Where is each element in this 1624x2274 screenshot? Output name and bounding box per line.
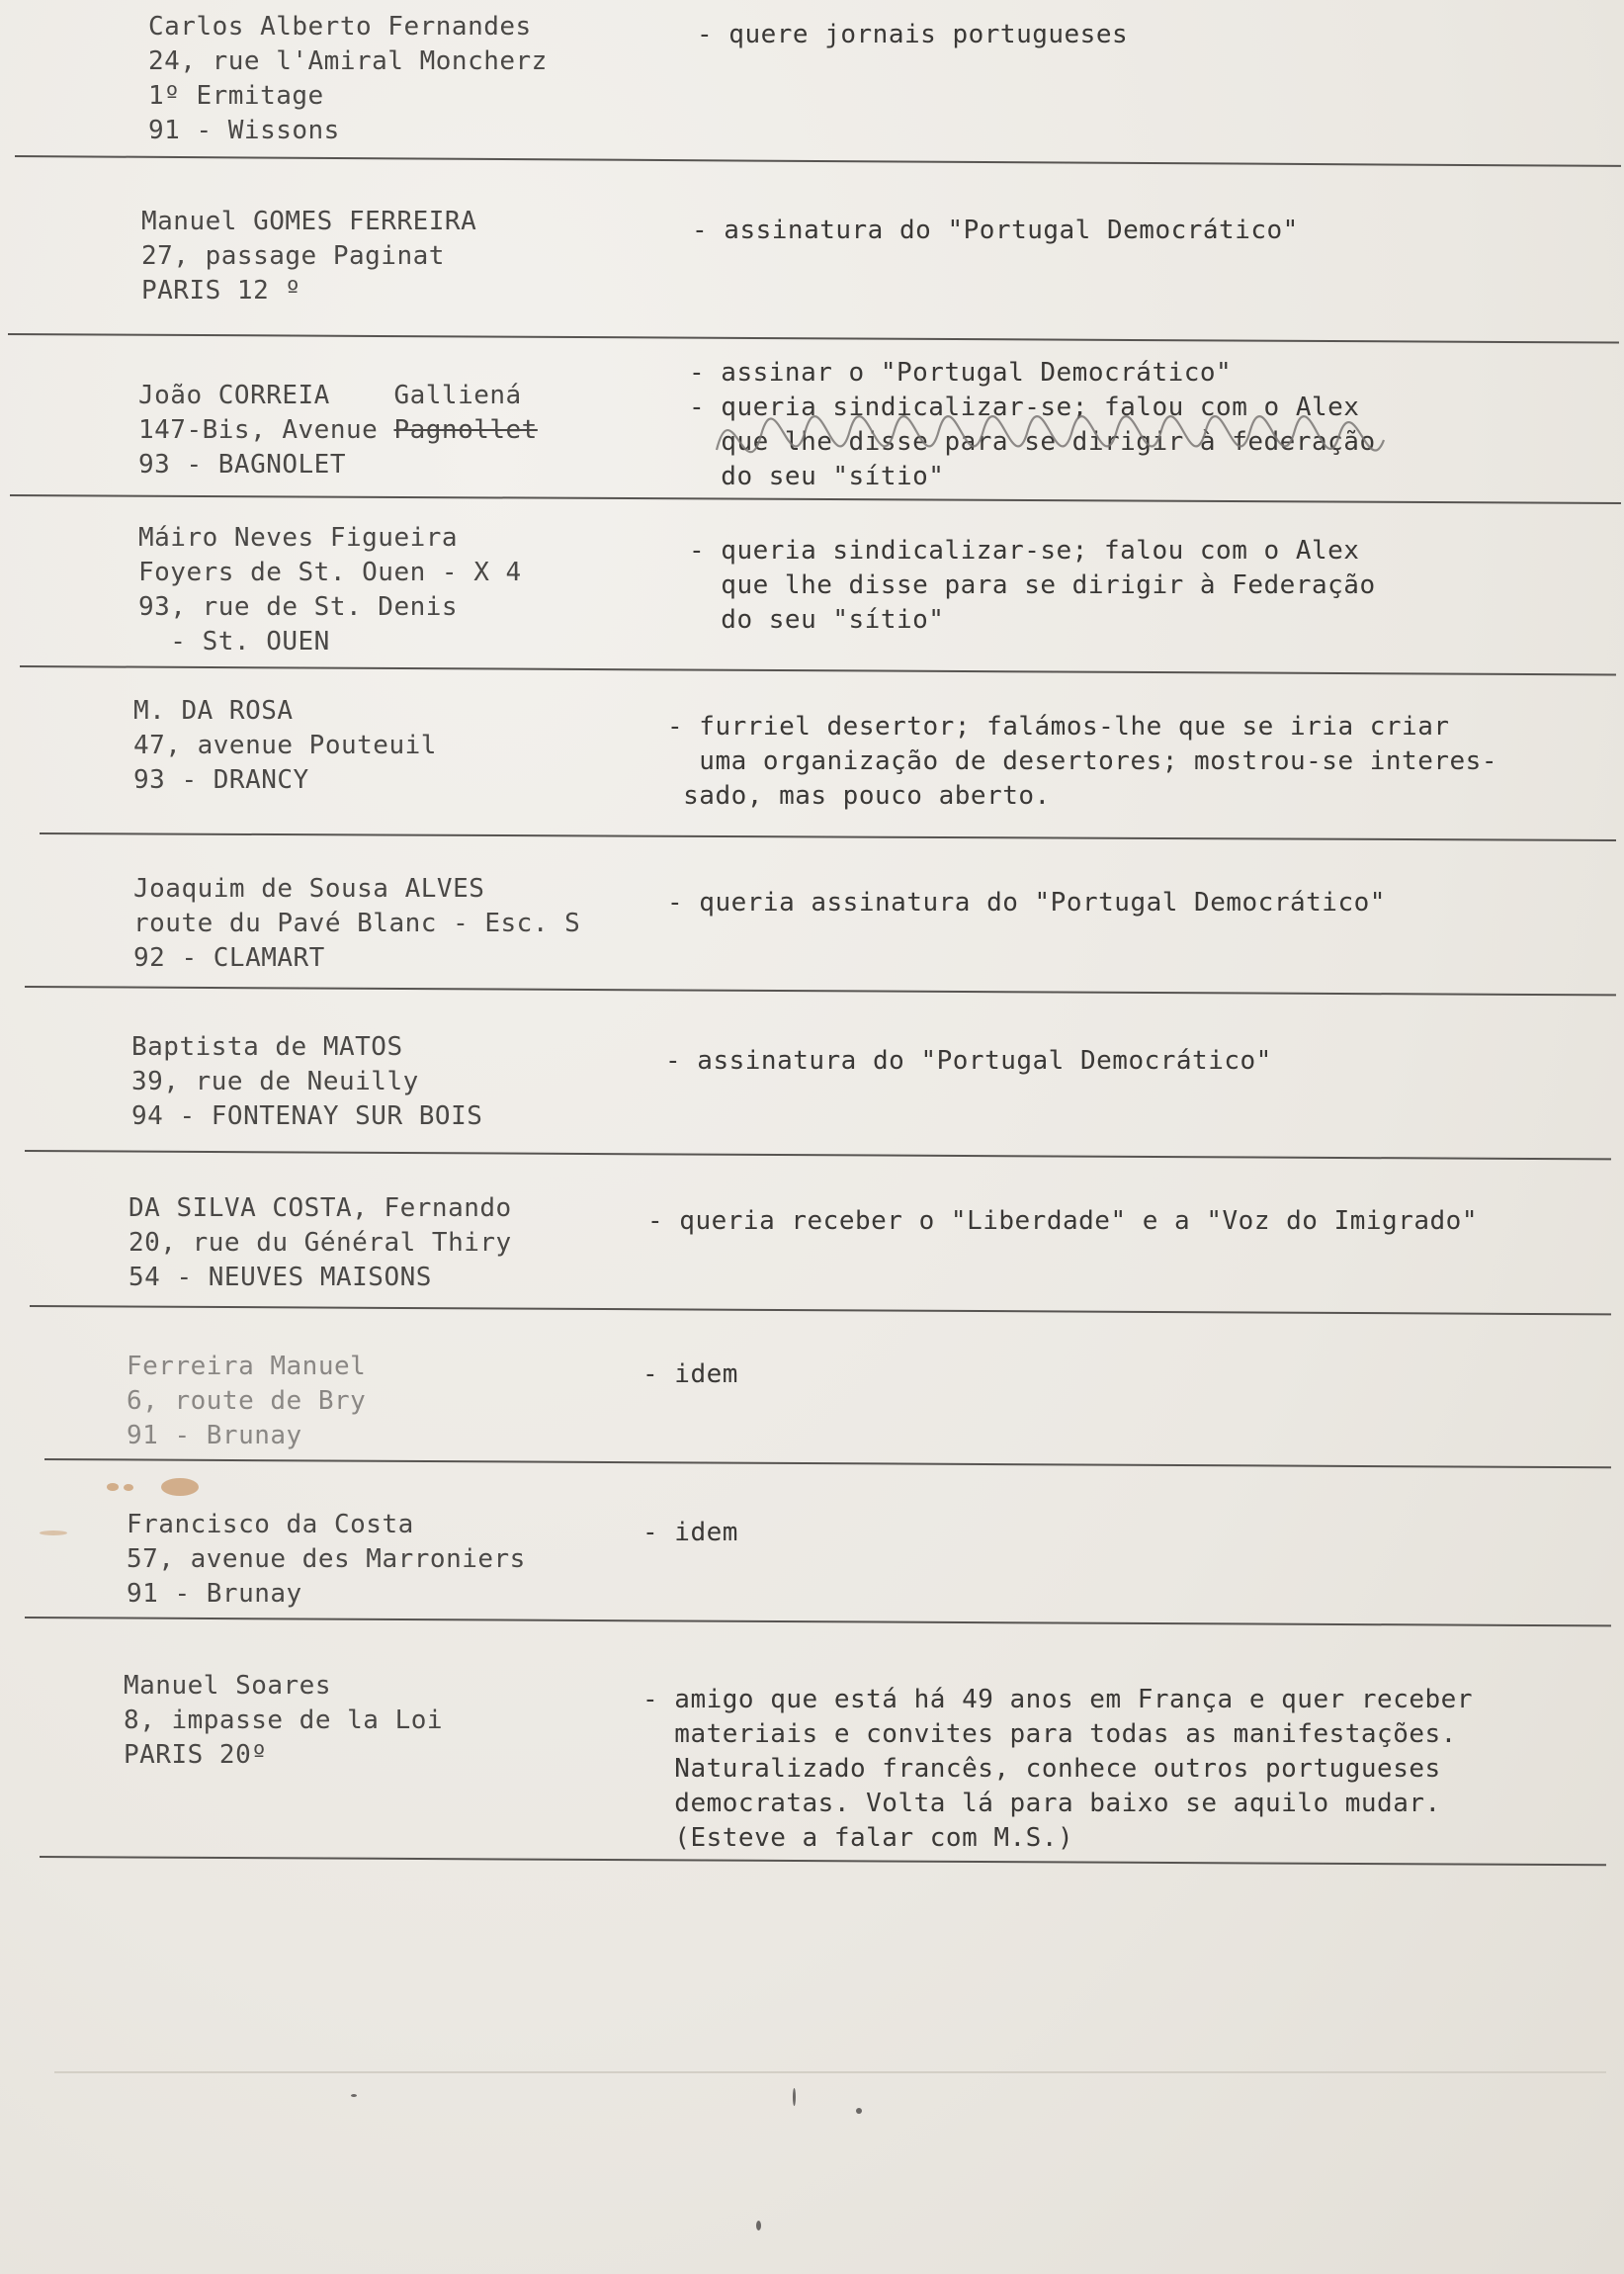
note-line: - idem	[642, 1518, 738, 1547]
note-line: - queria receber o "Liberdade" e a "Voz do Imigrado"	[647, 1206, 1478, 1236]
address-line: 91 - Brunay	[127, 1421, 302, 1450]
address-line: 1º Ermitage	[148, 81, 324, 111]
paper-speck	[351, 2094, 357, 2097]
separator-rule	[8, 333, 1619, 344]
address-line: - St. OUEN	[138, 627, 330, 656]
paper-speck	[756, 2221, 761, 2230]
entry-8-address	[128, 1191, 512, 1295]
address-line: Baptista de MATOS	[131, 1032, 403, 1062]
note-line: - queria assinatura do "Portugal Democrático"	[667, 888, 1386, 918]
address-line: Carlos Alberto Fernandes	[148, 12, 532, 42]
separator-rule	[25, 1617, 1611, 1626]
note-line: que lhe disse para se dirigir à federação	[689, 427, 1376, 457]
entry-6-note	[667, 886, 1386, 920]
note-line: sado, mas pouco aberto.	[667, 781, 1051, 811]
ink-stain	[124, 1484, 133, 1491]
address-line: 8, impasse de la Loi	[124, 1706, 444, 1735]
address-line: Ferreira Manuel	[127, 1352, 367, 1381]
separator-rule	[30, 1305, 1611, 1315]
note-line: materiais e convites para todas as manifestações.	[642, 1719, 1457, 1749]
address-line: PARIS 20º	[124, 1740, 268, 1770]
address-line: 93 - DRANCY	[133, 765, 309, 795]
address-line: João CORREIA Galliená	[138, 381, 522, 410]
ink-stain	[40, 1531, 67, 1535]
address-line: 94 - FONTENAY SUR BOIS	[131, 1101, 483, 1131]
address-line: 24, rue l'Amiral Moncherz	[148, 46, 548, 76]
ink-stain	[161, 1478, 199, 1496]
entry-4-note	[689, 534, 1376, 638]
entry-5-address	[133, 694, 437, 798]
address-line: Máiro Neves Figueira	[138, 523, 459, 553]
separator-rule	[40, 832, 1616, 841]
separator-rule	[15, 155, 1621, 167]
separator-rule	[25, 986, 1616, 996]
sheet-edge	[54, 2071, 1606, 2073]
note-line: - assinatura do "Portugal Democrático"	[665, 1046, 1272, 1076]
entry-2-address	[141, 205, 476, 308]
address-line: 57, avenue des Marroniers	[127, 1544, 526, 1574]
entry-1-address	[148, 10, 548, 148]
note-line: - idem	[642, 1359, 738, 1389]
struck-word: Pagnollet	[393, 415, 538, 445]
address-line: PARIS 12 º	[141, 276, 301, 306]
separator-rule	[40, 1856, 1606, 1866]
address-line: 47, avenue Pouteuil	[133, 731, 437, 760]
address-line: 93, rue de St. Denis	[138, 592, 459, 622]
address-line: 93 - BAGNOLET	[138, 450, 346, 480]
address-line: Foyers de St. Ouen - X 4	[138, 558, 522, 587]
note-line: Naturalizado francês, conhece outros portugueses	[642, 1754, 1441, 1784]
address-line: 91 - Brunay	[127, 1579, 302, 1609]
ink-stain	[107, 1483, 119, 1491]
note-line: - assinar o "Portugal Democrático"	[689, 358, 1233, 388]
note-line: democratas. Volta lá para baixo se aquilo mudar.	[642, 1789, 1441, 1818]
entry-9-note	[642, 1357, 738, 1392]
entry-1-note	[697, 18, 1128, 52]
address-line: 91 - Wissons	[148, 116, 340, 145]
address-line: 27, passage Paginat	[141, 241, 445, 271]
entry-4-address	[138, 521, 522, 659]
entry-11-address	[124, 1669, 443, 1773]
entry-7-address	[131, 1030, 482, 1134]
address-line: M. DA ROSA	[133, 696, 294, 726]
note-line: uma organização de desertores; mostrou-se interes-	[667, 746, 1497, 776]
scribble-cross-out	[712, 381, 1394, 489]
entry-7-note	[665, 1044, 1272, 1079]
separator-rule	[25, 1150, 1611, 1160]
separator-rule	[44, 1458, 1611, 1468]
address-line: 6, route de Bry	[127, 1386, 367, 1416]
address-line: 54 - NEUVES MAISONS	[128, 1263, 432, 1292]
entry-11-note	[642, 1683, 1473, 1856]
note-line: - amigo que está há 49 anos em França e quer receber	[642, 1685, 1473, 1714]
entry-9-address	[127, 1350, 366, 1453]
note-line: - quere jornais portugueses	[697, 20, 1129, 49]
entry-3-address	[138, 379, 538, 482]
note-line: - assinatura do "Portugal Democrático"	[692, 216, 1299, 245]
address-line: 39, rue de Neuilly	[131, 1067, 419, 1096]
address-line: route du Pavé Blanc - Esc. S	[133, 909, 581, 938]
note-line: - queria sindicalizar-se; falou com o Alex	[689, 536, 1360, 566]
address-line: Francisco da Costa	[127, 1510, 414, 1539]
address-line: Manuel GOMES FERREIRA	[141, 207, 477, 236]
address-line: DA SILVA COSTA, Fernando	[128, 1193, 512, 1223]
entry-5-note	[667, 710, 1497, 814]
paper-speck	[793, 2088, 796, 2106]
note-line: do seu "sítio"	[689, 605, 945, 635]
note-line: do seu "sítio"	[689, 462, 945, 491]
note-line: (Esteve a falar com M.S.)	[642, 1823, 1074, 1853]
separator-rule	[10, 494, 1621, 504]
address-line: 147-Bis, Avenue	[138, 415, 394, 445]
entry-2-note	[692, 214, 1299, 248]
address-line: Manuel Soares	[124, 1671, 331, 1701]
address-line: 20, rue du Général Thiry	[128, 1228, 512, 1258]
note-line: - furriel desertor; falámos-lhe que se iria criar	[667, 712, 1450, 742]
note-line: que lhe disse para se dirigir à Federação	[689, 570, 1376, 600]
entry-10-note	[642, 1516, 738, 1550]
address-line: 92 - CLAMART	[133, 943, 325, 973]
note-line: - queria sindicalizar-se; falou com o Alex	[689, 393, 1360, 422]
entry-6-address	[133, 872, 580, 976]
separator-rule	[20, 665, 1616, 675]
paper-speck	[856, 2108, 862, 2114]
entry-10-address	[127, 1508, 526, 1612]
address-line: Joaquim de Sousa ALVES	[133, 874, 485, 904]
entry-8-note	[647, 1204, 1478, 1239]
